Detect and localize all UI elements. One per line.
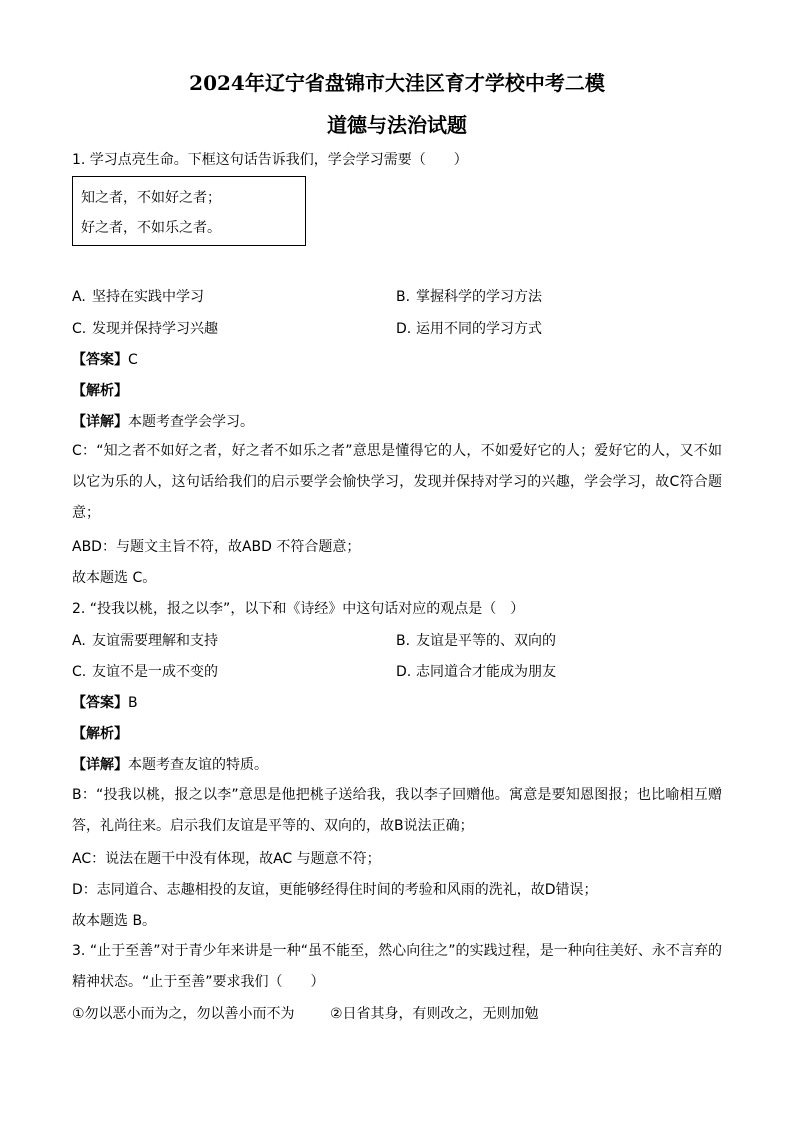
question-2-analysis-tag: 【解析】 — [72, 726, 128, 742]
question-1-stem: 1. 学习点亮生命。下框这句话告诉我们，学会学习需要（ ） — [72, 152, 468, 168]
option-text: 运用不同的学习方式 — [416, 321, 542, 337]
question-1-option-a — [72, 288, 204, 306]
option-label: A. — [72, 633, 86, 649]
question-2-explanation-d: D：志同道合、志趣相投的友谊，更能够经得住时间的考验和风雨的洗礼，故D错误； — [72, 882, 598, 898]
question-1-answer — [72, 351, 138, 369]
question-2-option-d — [396, 663, 556, 681]
option-text: 掌握科学的学习方法 — [416, 289, 542, 305]
answer-value: C — [128, 352, 138, 368]
option-text: 友谊需要理解和支持 — [92, 633, 218, 649]
option-label: C. — [72, 321, 87, 337]
option-text: 友谊是平等的、双向的 — [416, 633, 556, 649]
question-1-conclusion: 故本题选 C。 — [72, 570, 157, 586]
detail-tag: 【详解】 — [72, 414, 128, 430]
detail-text: 本题考查学会学习。 — [128, 414, 254, 430]
detail-tag: 【详解】 — [72, 757, 128, 773]
question-2-explanation-b: B：“投我以桃，报之以李”意思是他把桃子送给我，我以李子回赠他。寓意是要知恩图报；也比喻相互赠答，礼尚往来。启示我们友谊是平等的、双向的，故B说法正确； — [72, 787, 722, 834]
answer-tag: 【答案】 — [72, 695, 128, 711]
quote-line-2: 好之者，不如乐之者。 — [81, 220, 221, 236]
question-1-analysis-tag: 【解析】 — [72, 383, 128, 399]
question-2-option-a — [72, 632, 218, 650]
quote-line-1: 知之者，不如好之者； — [81, 190, 221, 206]
option-label: B. — [396, 633, 411, 649]
detail-text: 本题考查友谊的特质。 — [128, 757, 268, 773]
question-3-stem: 3. “止于至善”对于青少年来讲是一种“虽不能至，然心向往之”的实践过程，是一种向往美好、永不言弃的精神状态。“止于至善”要求我们（ ） — [72, 943, 722, 990]
page-subtitle: 道德与法治试题 — [327, 113, 467, 137]
question-3-item-1: ①勿以恶小而为之，勿以善小而不为 — [72, 1006, 295, 1022]
option-text: 志同道合才能成为朋友 — [416, 664, 556, 680]
question-3-item-2: ②日省其身，有则改之，无则加勉 — [330, 1006, 539, 1022]
question-2-option-c — [72, 663, 218, 681]
question-2-detail — [72, 756, 268, 774]
question-1-explanation-abd: ABD：与题文主旨不符，故ABD 不符合题意； — [72, 539, 361, 555]
option-text: 发现并保持学习兴趣 — [92, 321, 218, 337]
question-2-explanation-ac: AC：说法在题干中没有体现，故AC 与题意不符； — [72, 851, 381, 867]
question-1-option-b — [396, 288, 542, 306]
option-label: D. — [396, 664, 412, 680]
page-title: 2024年辽宁省盘锦市大洼区育才学校中考二模 — [189, 71, 605, 95]
answer-value: B — [128, 695, 138, 711]
question-1-detail — [72, 413, 254, 431]
question-2-option-b — [396, 632, 556, 650]
option-label: C. — [72, 664, 87, 680]
question-2-stem: 2. “投我以桃，报之以李”，以下和《诗经》中这句话对应的观点是（ ） — [72, 601, 525, 617]
question-1-option-d — [396, 320, 542, 338]
option-text: 友谊不是一成不变的 — [92, 664, 218, 680]
question-2-answer — [72, 694, 138, 712]
question-1-option-c — [72, 320, 218, 338]
question-1-explanation-c: C：“知之者不如好之者，好之者不如乐之者”意思是懂得它的人，不如爱好它的人；爱好它的人，又不如以它为乐的人，这句话给我们的启示要学会愉快学习，发现并保持对学习的兴趣，学会学习，故C符合题意； — [72, 443, 722, 521]
option-label: A. — [72, 289, 86, 305]
question-2-conclusion: 故本题选 B。 — [72, 913, 157, 929]
option-label: B. — [396, 289, 411, 305]
question-1-quote-box — [72, 176, 306, 246]
option-label: D. — [396, 321, 412, 337]
option-text: 坚持在实践中学习 — [92, 289, 204, 305]
answer-tag: 【答案】 — [72, 352, 128, 368]
